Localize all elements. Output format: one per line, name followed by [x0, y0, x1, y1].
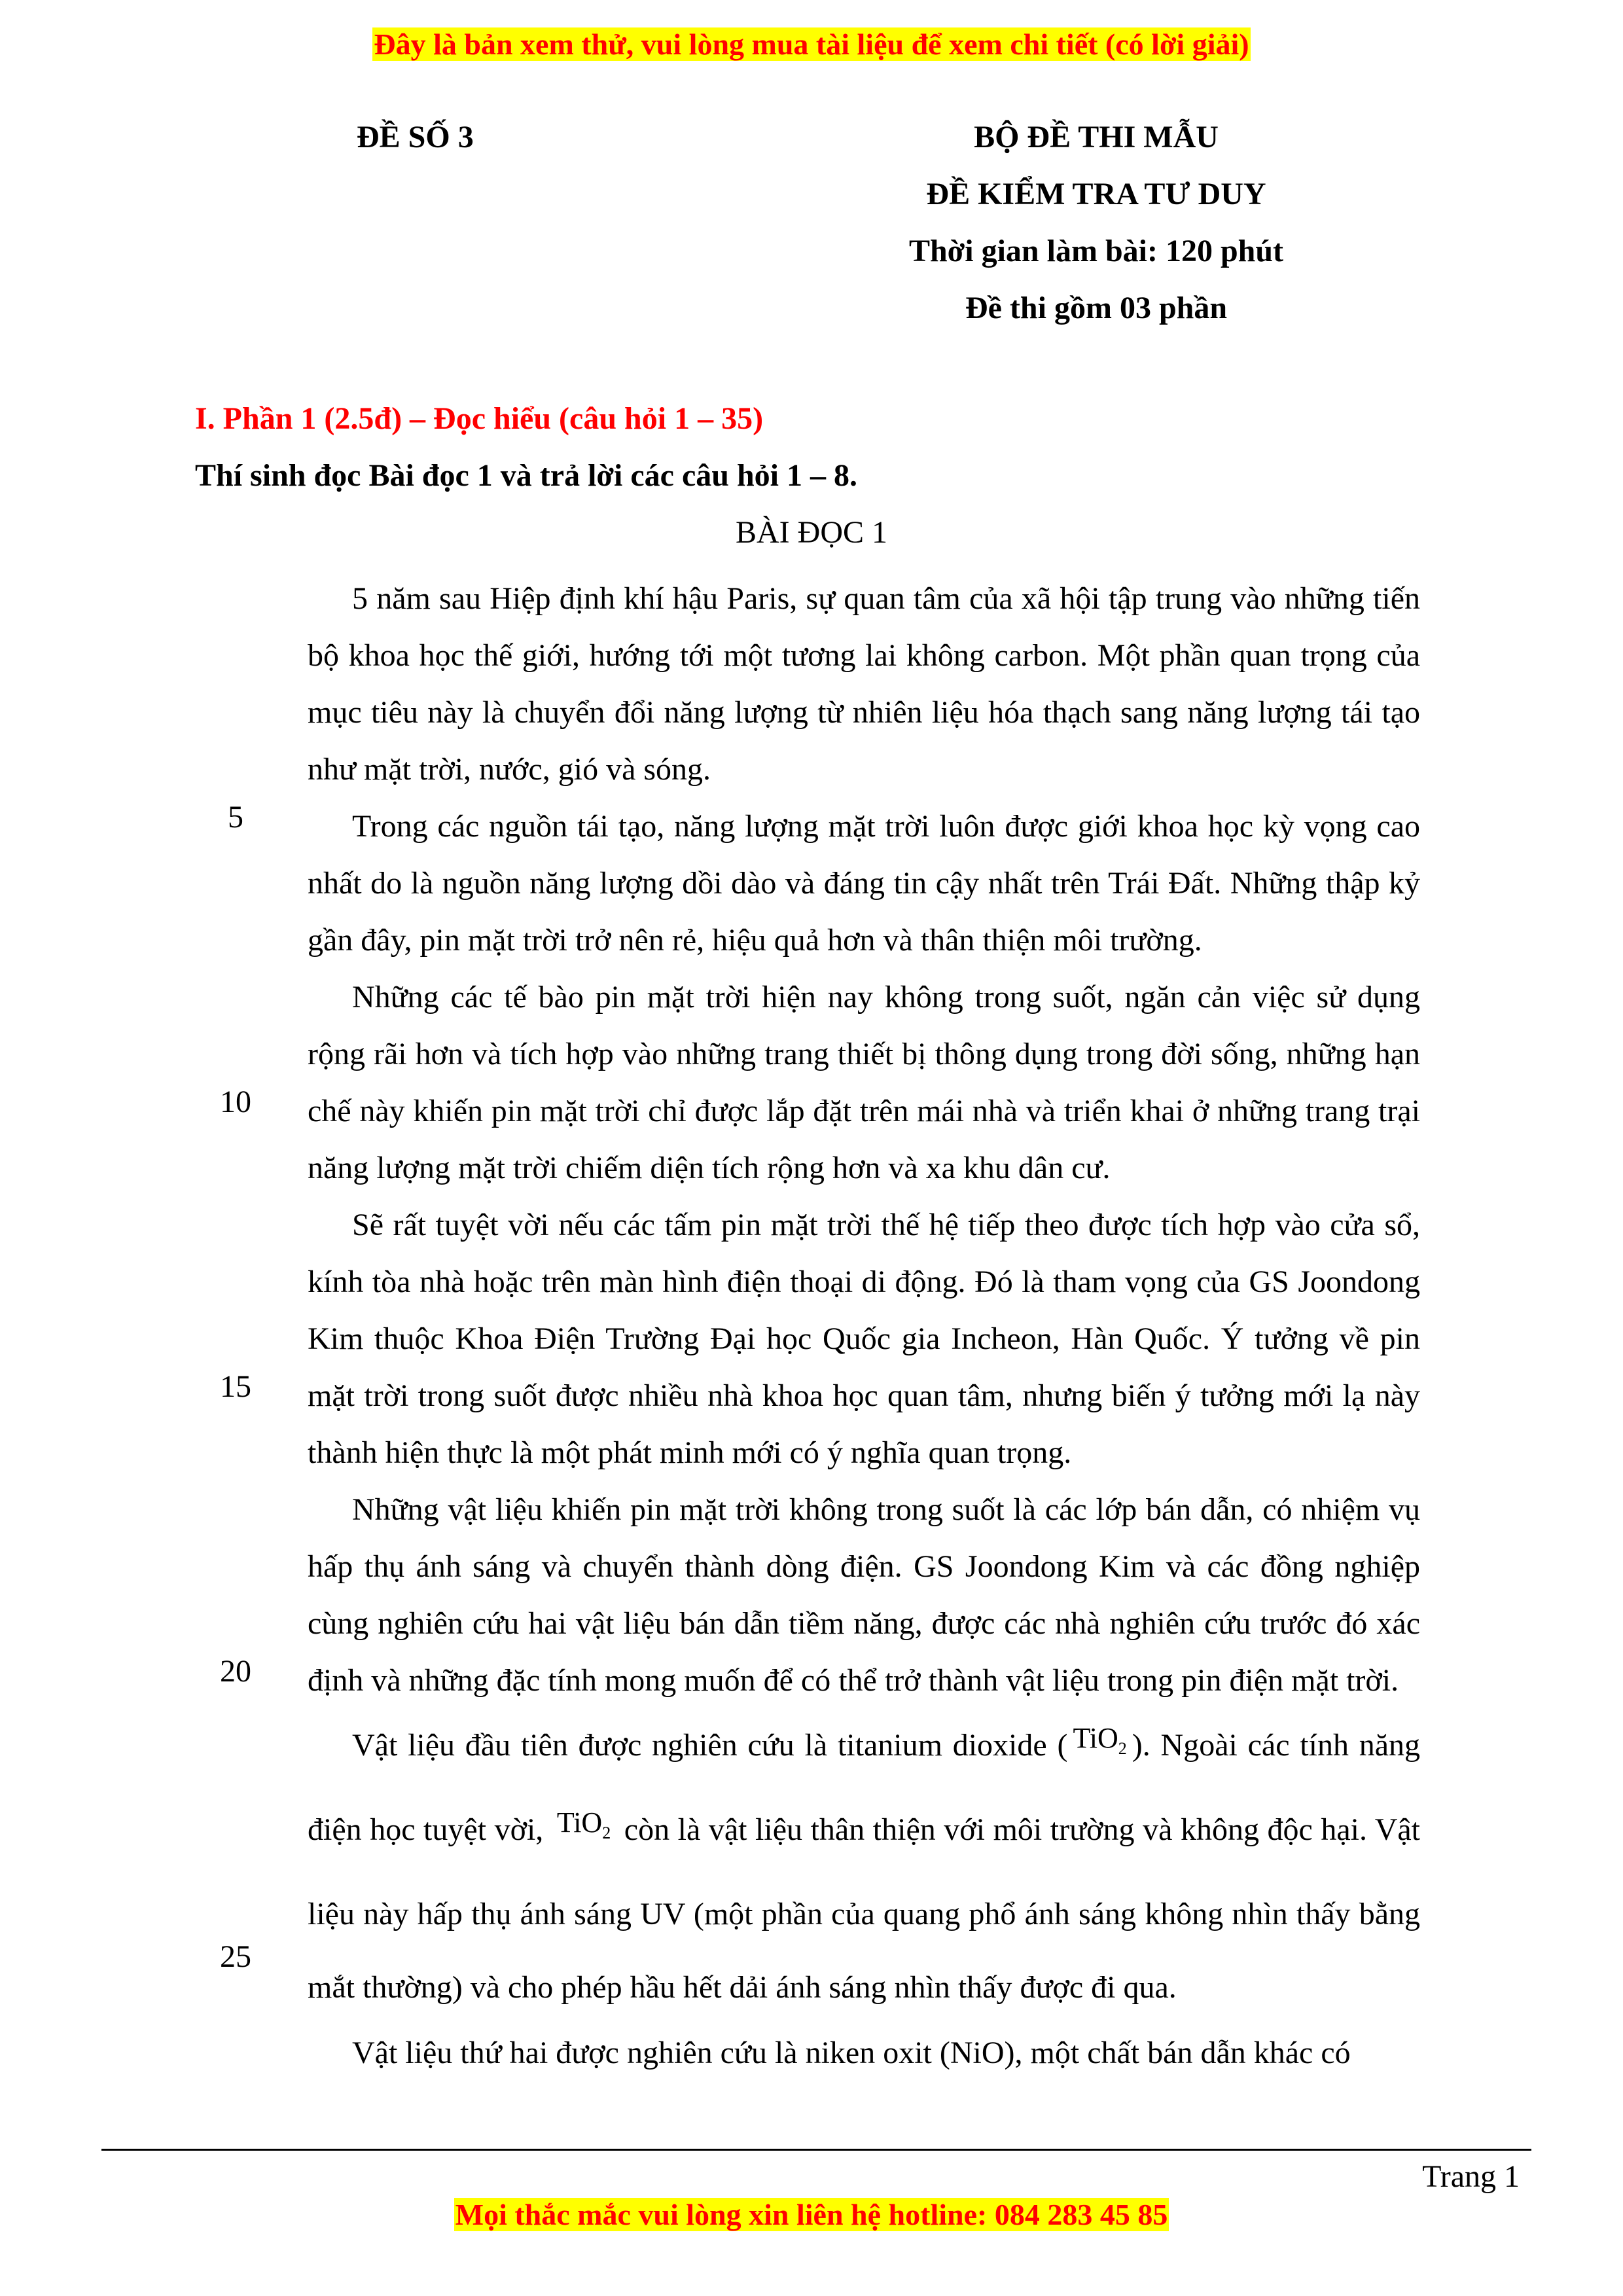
exam-number: ĐỀ SỐ 3 — [357, 120, 474, 154]
paragraph: 5 năm sau Hiệp định khí hậu Paris, sự quan tâm của xã hội tập trung vào những tiến bộ khoa học thế giới, hướng tới một tương lai không carbon. Một phần quan trọng của mục tiêu này là chuyển đổi năng lượng từ nhiên liệu hóa thạch sang năng lượng tái tạo như mặt trời, nước, gió và sóng. — [308, 581, 1420, 787]
instruction: Thí sinh đọc Bài đọc 1 và trả lời các câu hỏi 1 – 8. — [195, 458, 857, 493]
paragraph: Vật liệu thứ hai được nghiên cứu là niken oxit (NiO), một chất bán dẫn khác có — [352, 2035, 1351, 2070]
text-run: ). Ngoài các tính năng điện học tuyệt vời, — [308, 1728, 1421, 1847]
chemical-formula: TiO$_2$ — [556, 1806, 611, 1842]
text-run: Vật liệu đầu tiên được nghiên cứu là titanium dioxide ( — [352, 1728, 1068, 1763]
line-number: 10 — [220, 1085, 251, 1119]
line-number: 25 — [220, 1939, 251, 1974]
paragraph: Trong các nguồn tái tạo, năng lượng mặt trời luôn được giới khoa học kỳ vọng cao nhất do là nguồn năng lượng dồi dào và đáng tin cậy nhất trên Trái Đất. Những thập kỷ gần đây, pin mặt trời trở nên rẻ, hiệu quả hơn và thân thiện môi trường. — [308, 809, 1420, 958]
paragraph: Những các tế bào pin mặt trời hiện nay không trong suốt, ngăn cản việc sử dụng rộng rãi hơn và tích hợp vào những trang thiết bị thông dụng trong đời sống, những hạn chế này khiến pin mặt trời chỉ được lắp đặt trên mái nhà và triển khai ở những trang trại năng lượng mặt trời chiếm diện tích rộng hơn và xa khu dân cư. — [308, 980, 1420, 1185]
paragraph: Sẽ rất tuyệt vời nếu các tấm pin mặt trời thế hệ tiếp theo được tích hợp vào cửa sổ, kính tòa nhà hoặc trên màn hình điện thoại di động. Đó là tham vọng của GS Joondong Kim thuộc Khoa Điện Trường Đại học Quốc gia Incheon, Hàn Quốc. Ý tưởng về pin mặt trời trong suốt được nhiều nhà khoa học quan tâm, nhưng biến ý tưởng mới lạ này thành hiện thực là một phát minh mới có ý nghĩa quan trọng. — [308, 1208, 1420, 1470]
reading-title: BÀI ĐỌC 1 — [735, 515, 887, 550]
test-name: ĐỀ KIỂM TRA TƯ DUY — [926, 177, 1266, 211]
set-title: BỘ ĐỀ THI MẪU — [974, 120, 1219, 154]
page-number: Trang 1 — [1422, 2159, 1520, 2194]
paragraph-tio2 — [308, 1709, 1420, 2024]
paragraph: Những vật liệu khiến pin mặt trời không trong suốt là các lớp bán dẫn, có nhiệm vụ hấp thụ ánh sáng và chuyển thành dòng điện. GS Joondong Kim và các đồng nghiệp cùng nghiên cứu hai vật liệu bán dẫn tiềm năng, được các nhà nghiên cứu trước đó xác định và những đặc tính mong muốn để có thể trở thành vật liệu trong pin điện mặt trời. — [308, 1492, 1420, 1698]
chemical-formula: TiO$_2$ — [1073, 1722, 1127, 1758]
line-number: 5 — [228, 800, 243, 834]
duration: Thời gian làm bài: 120 phút — [908, 234, 1284, 268]
line-number: 15 — [220, 1369, 251, 1404]
exam-header — [838, 118, 1355, 346]
reading-passage — [308, 570, 1420, 2081]
text-run: còn là vật liệu thân thiện với môi trường và không độc hại. Vật liệu này hấp thụ ánh sáng UV (một phần của quang phổ ánh sáng không nhìn thấy bằng mắt thường) và cho phép hầu hết dải ánh sáng nhìn thấy được đi qua. — [308, 1812, 1421, 2005]
preview-notice: Đây là bản xem thử, vui lòng mua tài liệu để xem chi tiết (có lời giải) — [374, 27, 1249, 61]
hotline-notice: Mọi thắc mắc vui lòng xin liên hệ hotline: 084 283 45 85 — [455, 2198, 1168, 2231]
footer-divider — [101, 2149, 1531, 2151]
parts-count: Đề thi gồm 03 phần — [965, 291, 1228, 325]
part-title: I. Phần 1 (2.5đ) – Đọc hiểu (câu hỏi 1 – 35) — [195, 401, 764, 436]
line-number: 20 — [220, 1654, 251, 1689]
